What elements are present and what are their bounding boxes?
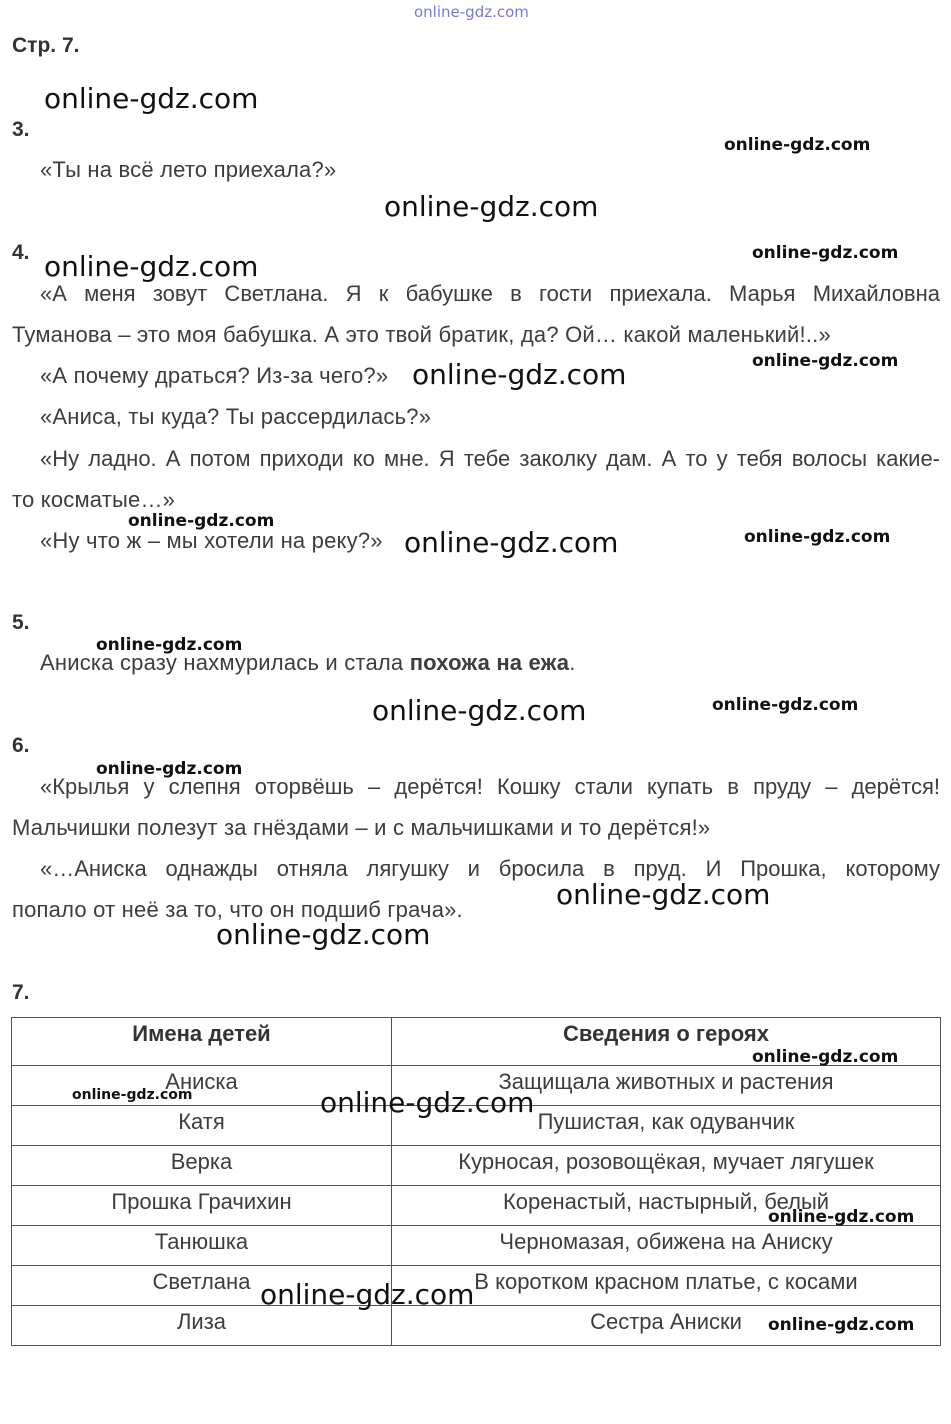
cell-info: Пушистая, как одуванчик [392, 1106, 941, 1146]
cell-name: Лиза [12, 1306, 392, 1346]
task-6-p1-line2: Мальчишки полезут за гнёздами – и с мальчишками и то дерётся!» [12, 815, 711, 840]
task-6-p2-line1: «…Аниска однажды отняла лягушку и бросила в пруд. И Прошка, которому [40, 856, 940, 881]
watermark: online-gdz.com [412, 358, 627, 391]
task-4-p5: «Ну что ж – мы хотели на реку?» [40, 528, 383, 553]
watermark: online-gdz.com [72, 1087, 193, 1103]
task-4-p1-line1: «А меня зовут Светлана. Я к бабушке в гости приехала. Марья Михайловна [40, 281, 940, 306]
watermark: online-gdz.com [712, 695, 859, 715]
watermark: online-gdz.com [260, 1278, 475, 1311]
task-4-p4-line1: «Ну ладно. А потом приходи ко мне. Я тебе заколку дам. А то у тебя волосы какие- [40, 446, 940, 471]
watermark-top: online-gdz.com [414, 3, 529, 21]
task-5-text-end: . [569, 650, 576, 675]
task-4-p3: «Аниса, ты куда? Ты рассердилась?» [40, 404, 432, 429]
watermark: online-gdz.com [372, 694, 587, 727]
watermark: online-gdz.com [96, 635, 243, 655]
watermark: online-gdz.com [724, 135, 871, 155]
watermark: online-gdz.com [752, 351, 899, 371]
watermark: online-gdz.com [752, 243, 899, 263]
watermark: online-gdz.com [44, 250, 259, 283]
task-3-number: 3. [12, 118, 30, 141]
header-info: Сведения о героях [392, 1018, 941, 1066]
task-4-p4-line2: то косматые…» [12, 487, 176, 512]
table-row [12, 1146, 941, 1186]
cell-name: Катя [12, 1106, 392, 1146]
watermark: online-gdz.com [744, 527, 891, 547]
cell-info: Защищала животных и растения [392, 1066, 941, 1106]
table-row [12, 1266, 941, 1306]
watermark: online-gdz.com [752, 1047, 899, 1067]
task-3-line: «Ты на всё лето приехала?» [40, 157, 337, 182]
watermark: online-gdz.com [320, 1086, 535, 1119]
cell-info: Черномазая, обижена на Аниску [392, 1226, 941, 1266]
cell-name: Танюшка [12, 1226, 392, 1266]
cell-info: В коротком красном платье, с косами [392, 1266, 941, 1306]
cell-name: Верка [12, 1146, 392, 1186]
page-ref: Стр. 7. [12, 34, 80, 57]
task-4-p1-line2: Туманова – это моя бабушка. А это твой братик, да? Ой… какой маленький!..» [12, 322, 831, 347]
task-5-text-plain: Аниска сразу нахмурилась и стала [40, 650, 410, 675]
watermark: online-gdz.com [44, 82, 259, 115]
cell-name: Светлана [12, 1266, 392, 1306]
header-names: Имена детей [12, 1018, 392, 1066]
cell-info: Курносая, розовощёкая, мучает лягушек [392, 1146, 941, 1186]
task-6-p2-line2: попало от неё за то, что он подшиб грача». [12, 897, 463, 922]
cell-name: Аниска [12, 1066, 392, 1106]
cell-name: Прошка Грачихин [12, 1186, 392, 1226]
cell-info: Коренастый, настырный, белый [392, 1186, 941, 1226]
cell-info: Сестра Аниски [392, 1306, 941, 1346]
task-4-p2: «А почему драться? Из-за чего?» [40, 363, 389, 388]
watermark: online-gdz.com [768, 1207, 915, 1227]
watermark: online-gdz.com [216, 918, 431, 951]
watermark: online-gdz.com [556, 878, 771, 911]
watermark: online-gdz.com [404, 526, 619, 559]
task-6-number: 6. [12, 734, 30, 757]
task-6-p1-line1: «Крылья у слепня оторвёшь – дерётся! Кошку стали купать в пруду – дерётся! [40, 774, 940, 799]
task-5-text-bold: похожа на ежа [409, 650, 570, 675]
task-5-number: 5. [12, 611, 30, 634]
task-7-number: 7. [12, 981, 30, 1004]
watermark: online-gdz.com [768, 1315, 915, 1335]
watermark: online-gdz.com [96, 759, 243, 779]
task-4-number: 4. [12, 241, 30, 264]
watermark: online-gdz.com [128, 511, 275, 531]
watermark: online-gdz.com [384, 190, 599, 223]
table-row [12, 1226, 941, 1266]
